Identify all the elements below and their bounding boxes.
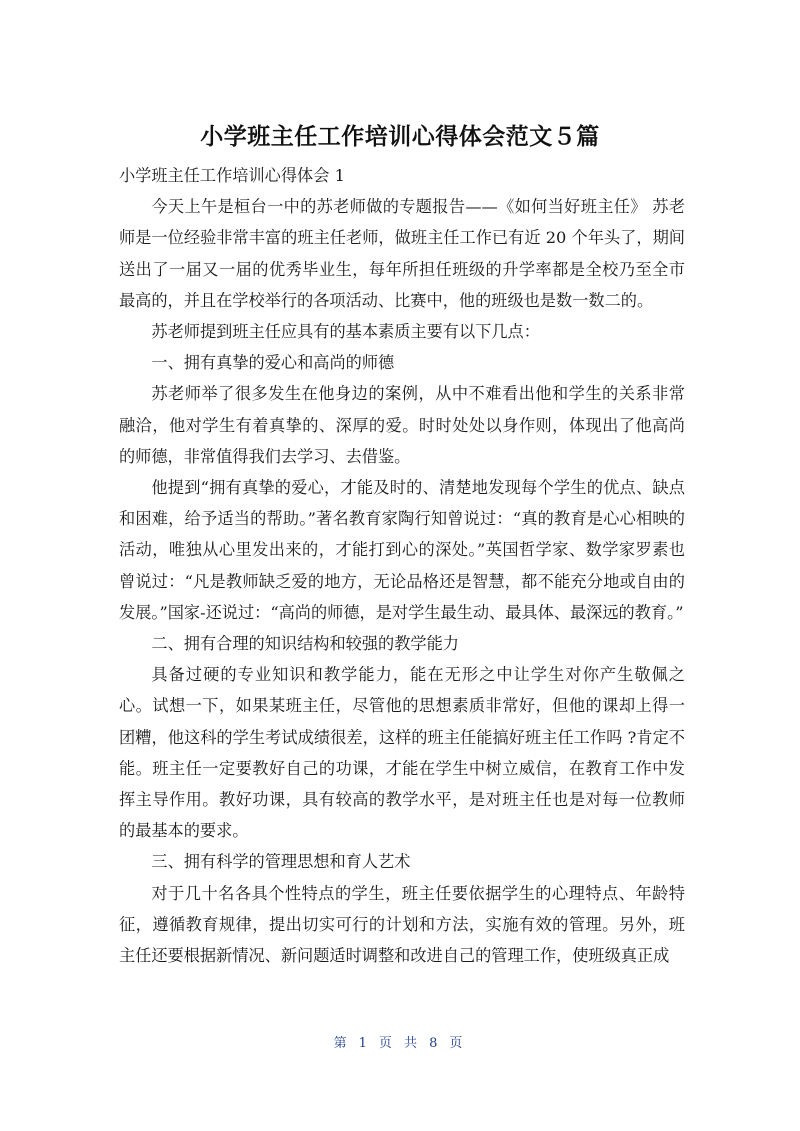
footer-page-prefix: 第: [333, 1036, 351, 1051]
page-footer: [0, 1032, 800, 1051]
section-heading-1: 一、拥有真挚的爱心和高尚的师德: [151, 353, 395, 373]
document-title: 小学班主任工作培训心得体会范文５篇: [200, 124, 600, 150]
footer-page-mid: 页 共: [378, 1036, 422, 1051]
section-heading-3: 三、拥有科学的管理思想和育人艺术: [151, 852, 411, 872]
paragraph-intro: 今天上午是桓台一中的苏老师做的专题报告——《如何当好班主任》 苏老师是一位经验非常丰富的班主任老师，做班主任工作已有近 20 个年头了，期间送出了一届又一届的优秀毕业生，每年所担任班级的升学率都是全校乃至全市最高的，并且在学校举行的各项活动、比赛中，他的班级也是数一数二的。: [119, 197, 685, 310]
paragraph-section-1-a: 苏老师举了很多发生在他身边的案例，从中不难看出他和学生的关系非常融洽，他对学生有着真挚的、深厚的爱。时时处处以身作则，体现出了他高尚的师德，非常值得我们去学习、去借鉴。: [119, 384, 685, 466]
paragraph-section-1-b: 他提到“拥有真挚的爱心，才能及时的、清楚地发现每个学生的优点、缺点和困难，给予适当的帮助。”著名教育家陶行知曾说过：“真的教育是心心相映的活动，唯独从心里发出来的，才能打到心的深处。”英国哲学家、数学家罗素也曾说过：“凡是教师缺乏爱的地方，无论品格还是智慧，都不能充分地或自由的发展。”国家-还说过：“高尚的师德，是对学生最生动、最具体、最深远的教育。”: [119, 478, 685, 622]
footer-page-suffix: 页: [449, 1036, 467, 1051]
document-body: [119, 160, 685, 971]
paragraph-section-2: 具备过硬的专业知识和教学能力，能在无形之中让学生对你产生敬佩之心。试想一下，如果某班主任，尽管他的思想素质非常好，但他的课却上得一团糟，他这科的学生考试成绩很差，这样的班主任能搞好班主任工作吗 ?肯定不能。班主任一定要教好自己的功课，才能在学生中树立威信，在教育工作中发挥主导作用。教好功课，具有较高的教学水平，是对班主任也是对每一位教师的最基本的要求。: [119, 665, 685, 841]
footer-total-pages: 8: [429, 1036, 442, 1051]
footer-page-number: 1: [358, 1036, 371, 1051]
document-subtitle: 小学班主任工作培训心得体会 1: [119, 166, 345, 185]
paragraph-section-3: 对于几十名各具个性特点的学生，班主任要依据学生的心理特点、年龄特征，遵循教育规律，提出切实可行的计划和方法，实施有效的管理。另外，班主任还要根据新情况、新问题适时调整和改进自己的管理工作，使班级真正成: [119, 883, 685, 966]
paragraph-qualities-lead: 苏老师提到班主任应具有的基本素质主要有以下几点：: [151, 322, 540, 342]
section-heading-2: 二、拥有合理的知识结构和较强的教学能力: [151, 634, 459, 654]
